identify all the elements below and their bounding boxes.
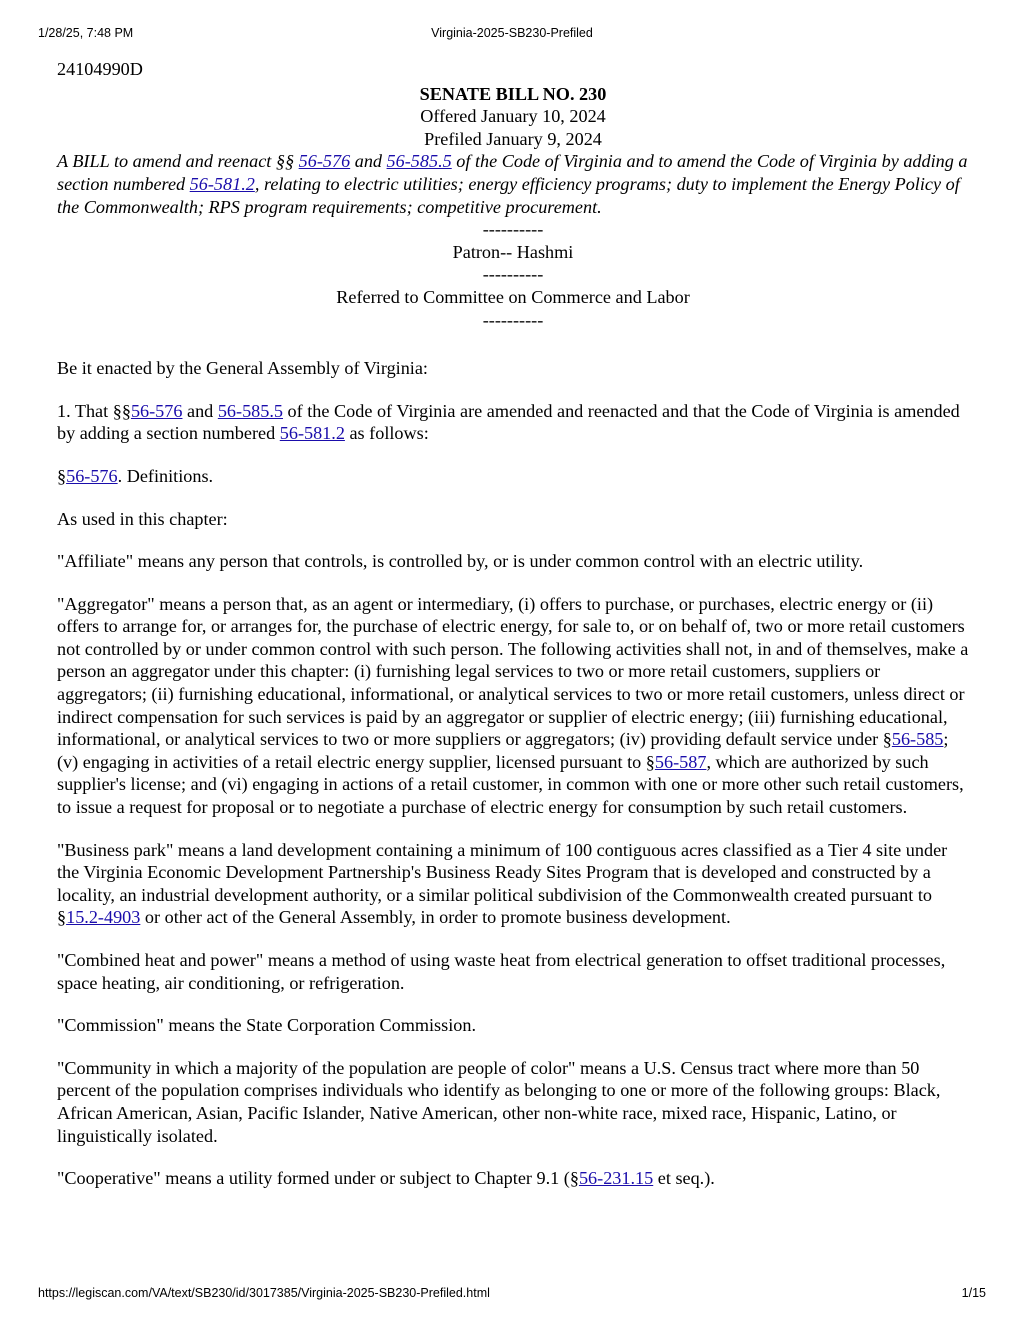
link-56-585-5[interactable]: 56-585.5	[386, 151, 452, 172]
aggregator-text-3: , which are authorized by such supplier's license; and (vi) engaging in actions of a retail customer, in common with one or more other such retail customers, to issue a request for proposal or to negotiate a purchase of electric energy for consumption by such retail customers.	[57, 751, 964, 818]
section1-text-1: 1. That §§	[57, 400, 131, 421]
print-doc-title: Virginia-2025-SB230-Prefiled	[431, 26, 593, 40]
link-56-576[interactable]: 56-576	[298, 151, 351, 172]
enacting-clause: Be it enacted by the General Assembly of Virginia:	[57, 358, 428, 379]
business-park-text-1: "Business park" means a land development containing a minimum of 100 contiguous acres classified as a Tier 4 site under the Virginia Economic Development Partnership's Business Ready Sites Program that is developed and constructed by a locality, an industrial development authority, or a similar political subdivision of the Commonwealth created pursuant to §	[57, 839, 948, 928]
link-56-581-2[interactable]: 56-581.2	[279, 423, 345, 444]
heading-text-2: . Definitions.	[117, 465, 214, 486]
summary-text-3: of the Code of Virginia and to amend the Code of Virginia by adding a section numbered	[57, 151, 968, 194]
bill-referred: Referred to Committee on Commerce and Labor	[336, 286, 690, 307]
print-header	[38, 26, 986, 42]
summary-text-1: A BILL to amend and reenact §§	[57, 151, 299, 172]
aggregator-text-1: "Aggregator" means a person that, as an agent or intermediary, (i) offers to purchase, or purchases, electric energy or (ii) offers to arrange for, or arranges for, the purchase of electric energy, for sale to, or on behalf of, two or more retail customers not controlled by or under common control with such person. The following activities shall not, in and of themselves, make a person an aggregator under this chapter: (i) furnishing legal services to two or more retail customers, suppliers or aggregators; (ii) furnishing educational, informational, or analytical services to two or more retail customers, unless direct or indirect compensation for such services is paid by an aggregator or supplier of electric energy; (iii) furnishing educational, informational, or analytical services to two or more suppliers or aggregators; (iv) providing default service under §	[57, 593, 969, 750]
section1-text-3: of the Code of Virginia are amended and reenacted and that the Code of Virginia is amended by adding a section numbered	[57, 400, 960, 444]
definition-community: "Community in which a majority of the population are people of color" means a U.S. Census tract where more than 50 percent of the population comprises individuals who identify as belonging to one or more of the following groups: Black, African American, Asian, Pacific Islander, Native American, other non-white race, mixed race, Hispanic, Latino, or linguistically isolated.	[57, 1057, 941, 1146]
bill-summary	[57, 150, 969, 218]
as-used-clause: As used in this chapter:	[57, 508, 228, 529]
definition-cooperative	[57, 1167, 969, 1190]
definition-business-park	[57, 839, 969, 929]
print-footer	[38, 1286, 986, 1302]
summary-text-4: , relating to electric utilities; energy efficiency programs; duty to implement the Energy Policy of the Commonwealth; RPS program requirements; competitive procurement.	[57, 173, 960, 217]
bill-patron: Patron-- Hashmi	[452, 241, 574, 262]
bill-id: 24104990D	[57, 59, 143, 79]
link-56-587[interactable]: 56-587	[654, 751, 707, 772]
bill-prefiled: Prefiled January 9, 2024	[424, 128, 602, 149]
separator: ----------	[482, 219, 544, 240]
separator: ----------	[482, 264, 544, 285]
link-56-581-2[interactable]: 56-581.2	[189, 173, 255, 194]
definition-commission: "Commission" means the State Corporation Commission.	[57, 1015, 477, 1036]
bill-offered: Offered January 10, 2024	[420, 106, 606, 127]
print-datetime: 1/28/25, 7:48 PM	[38, 26, 134, 40]
link-56-585[interactable]: 56-585	[891, 729, 944, 750]
link-56-576[interactable]: 56-576	[66, 465, 118, 486]
section1-text-2: and	[182, 400, 218, 421]
aggregator-text-2: ; (v) engaging in activities of a retail electric energy supplier, licensed pursuant to §	[57, 729, 949, 772]
section1-text-4: as follows:	[344, 423, 429, 444]
cooperative-text-1: "Cooperative" means a utility formed under or subject to Chapter 9.1 (§	[57, 1168, 579, 1189]
link-15-2-4903[interactable]: 15.2-4903	[66, 907, 141, 928]
business-park-text-2: or other act of the General Assembly, in order to promote business development.	[140, 907, 731, 928]
definition-affiliate: "Affiliate" means any person that controls, is controlled by, or is under common control with an electric utility.	[57, 551, 864, 572]
link-56-585-5[interactable]: 56-585.5	[217, 400, 283, 421]
heading-text-1: §	[57, 465, 67, 486]
summary-text-2: and	[350, 151, 387, 172]
bill-title-block	[57, 83, 969, 332]
definition-combined-heat-power: "Combined heat and power" means a method of using waste heat from electrical generation to offset traditional processes, space heating, air conditioning, or refrigeration.	[57, 950, 946, 993]
section-heading	[57, 465, 969, 488]
link-56-231-15[interactable]: 56-231.15	[578, 1168, 654, 1189]
bill-name: SENATE BILL NO. 230	[419, 83, 607, 104]
print-page-number: 1/15	[961, 1286, 986, 1300]
separator: ----------	[482, 309, 544, 330]
section-1-intro	[57, 400, 969, 445]
bill-document	[57, 58, 969, 1190]
print-url: https://legiscan.com/VA/text/SB230/id/3017385/Virginia-2025-SB230-Prefiled.html	[38, 1286, 490, 1300]
definition-aggregator	[57, 593, 969, 819]
cooperative-text-2: et seq.).	[653, 1168, 715, 1189]
link-56-576[interactable]: 56-576	[130, 400, 183, 421]
